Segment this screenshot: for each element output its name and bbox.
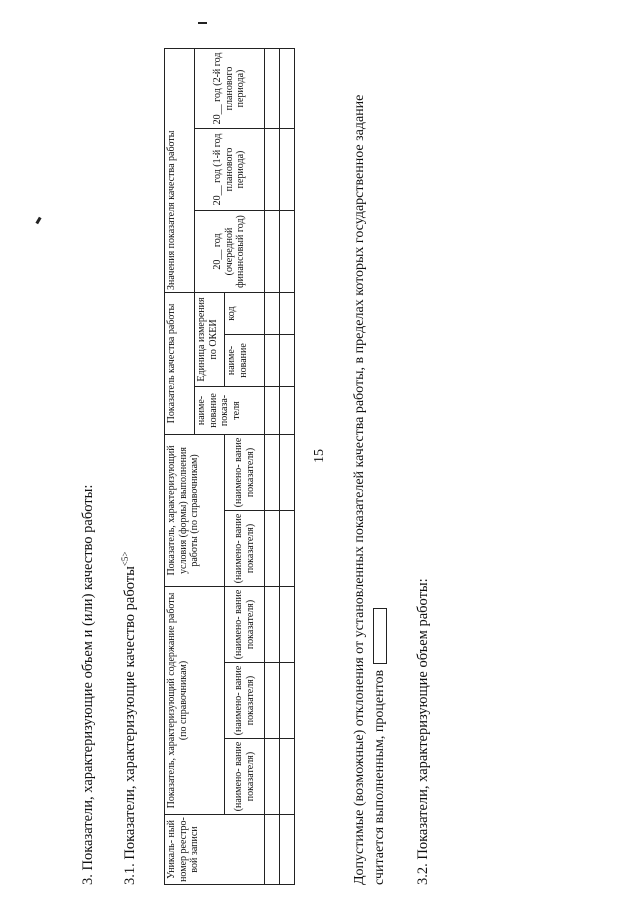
col-quality-group: Показатель качества работы (165, 292, 195, 434)
page-number: 15 (312, 449, 327, 463)
sub-indicator-name: (наимено- вание показателя) (225, 510, 265, 586)
col-year-current: 20__ год (очередной финансовый год) (195, 210, 265, 292)
sub-indicator-name: (наимено- вание показателя) (225, 434, 265, 510)
col-quality-name: наиме- нование показа- теля (195, 386, 265, 434)
col-conditions-group: Показатель, характеризующий условия (формы) выполнения работы (по справочникам) (165, 434, 225, 586)
col-okei-name: наиме- нование (225, 334, 265, 386)
scan-mark (198, 22, 207, 24)
table-row (280, 48, 295, 884)
col-okei-group: Единица измерения по ОКЕИ (195, 292, 225, 386)
col-content-group: Показатель, характеризующий содержание работы (по справочникам) (165, 586, 225, 814)
rotated-page-content (80, 25, 450, 885)
deviation-value-field[interactable] (373, 608, 387, 664)
col-year-plan-2: 20__ год (2-й год планового периода) (195, 48, 265, 128)
section-3-1-title: 3.1. Показатели, характеризующие качество работы (121, 566, 138, 885)
deviation-note (350, 85, 390, 885)
quality-indicators-table (164, 48, 295, 885)
sub-indicator-name: (наимено- вание показателя) (225, 586, 265, 662)
table-row (265, 48, 280, 884)
sub-indicator-name: (наимено- вание показателя) (225, 739, 265, 815)
footnote-ref: <5> (120, 551, 130, 567)
deviation-text: Допустимые (возможные) отклонения от установленных показателей качества работы, в пределах которых государственное задание считается выполненным, процентов (352, 94, 387, 885)
section-3-2-title: 3.2. Показатели, характеризующие объем работы: (415, 578, 431, 885)
col-values-group: Значения показателя качества работы (165, 48, 195, 292)
col-unique-number: Уникаль- ный номер реестро- вой записи (165, 815, 265, 885)
sub-indicator-name: (наимено- вание показателя) (225, 663, 265, 739)
scan-mark (35, 217, 41, 225)
col-year-plan-1: 20__ год (1-й год планового периода) (195, 128, 265, 210)
col-okei-code: код (225, 292, 265, 334)
section-3-title: 3. Показатели, характеризующие объем и (или) качество работы: (80, 484, 96, 885)
